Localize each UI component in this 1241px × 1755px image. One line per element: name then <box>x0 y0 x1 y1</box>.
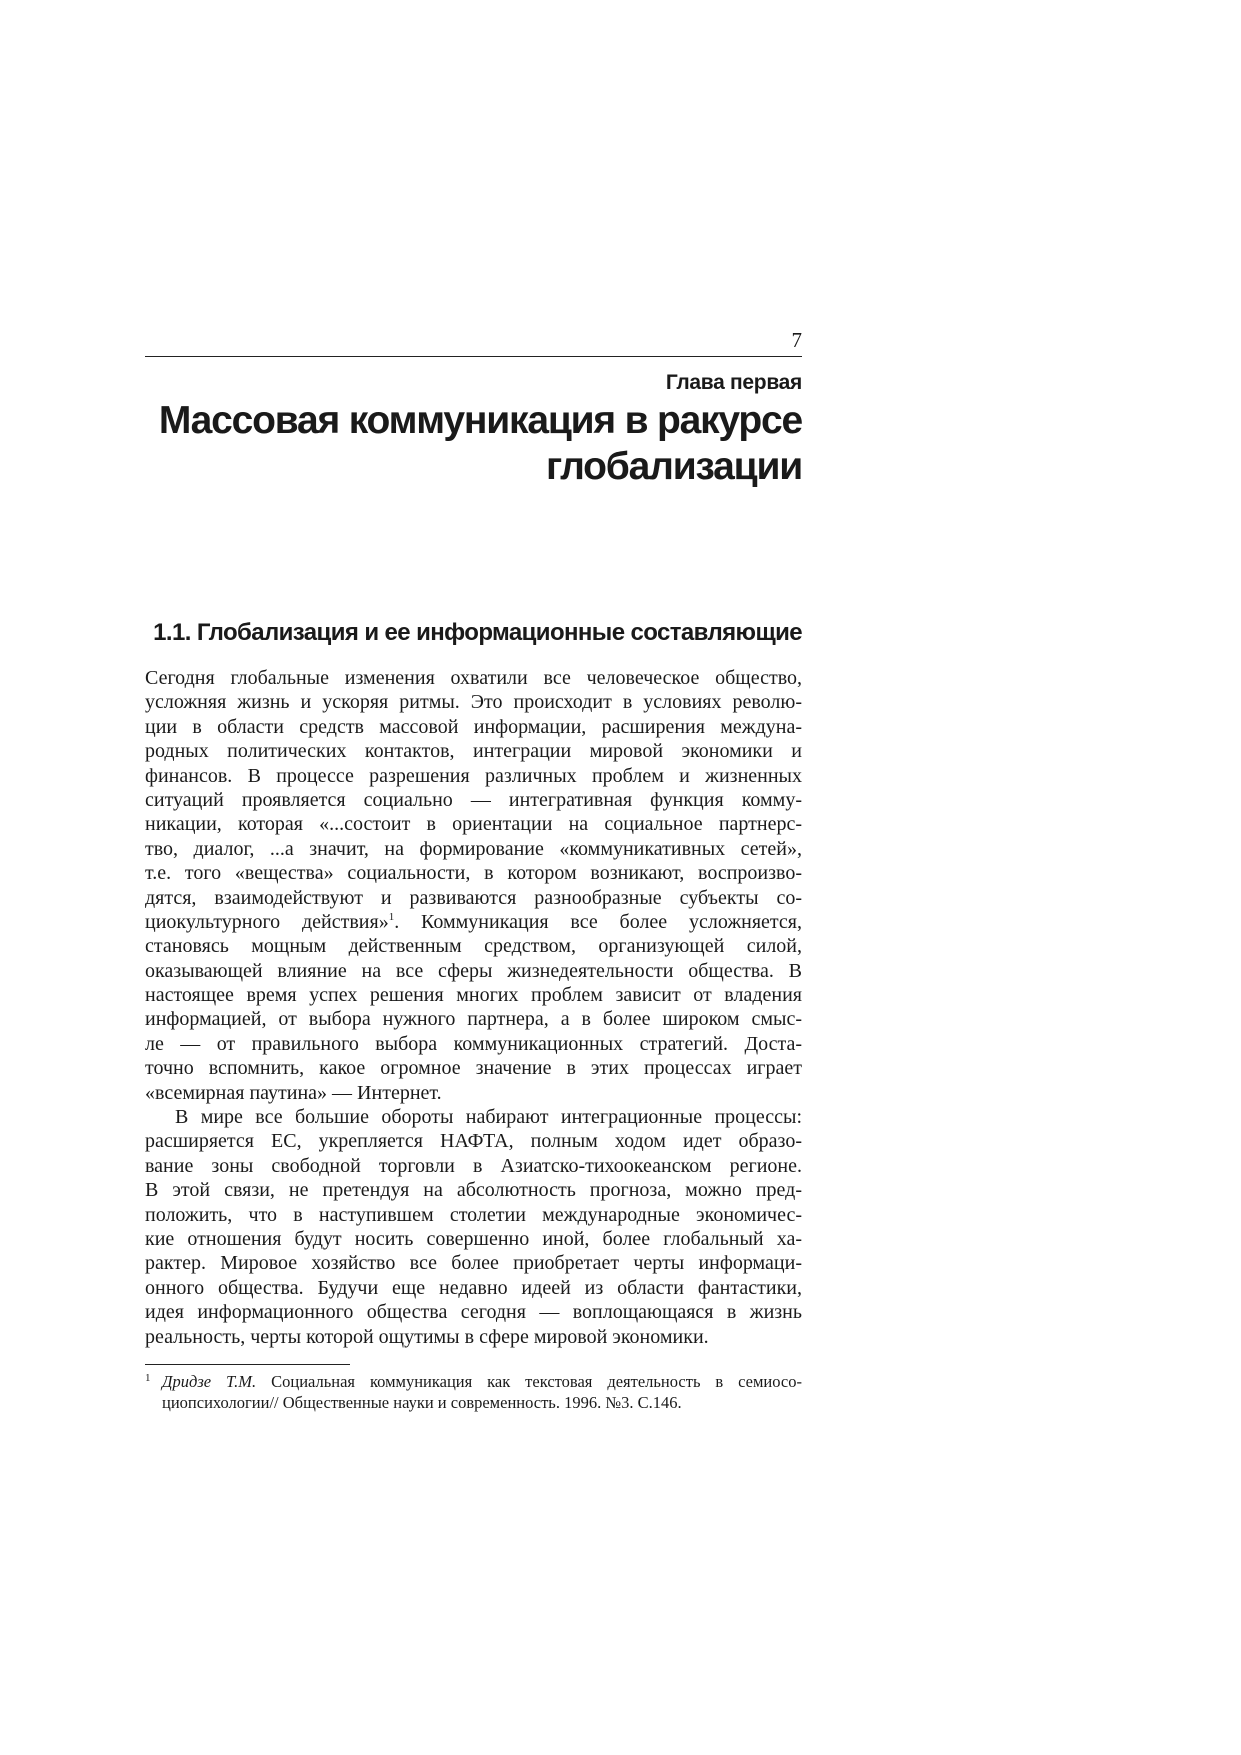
footnote-reference[interactable]: 1 <box>388 910 395 923</box>
paragraph-line: усложняя жизнь и ускоряя ритмы. Это происходит в условиях револю- <box>145 691 802 714</box>
paragraph-line: дятся, взаимодействуют и развиваются разнообразные субъекты со- <box>145 886 802 909</box>
footnote <box>145 1371 802 1413</box>
footnote-marker: 1 <box>145 1372 151 1384</box>
paragraph-line: ле — от правильного выбора коммуникационных стратегий. Доста- <box>145 1032 802 1055</box>
paragraph-line: идея информационного общества сегодня — воплощающаяся в жизнь <box>145 1301 802 1324</box>
footnote-rule <box>145 1364 350 1365</box>
footnote-text: Социальная коммуникация как текстовая деятельность в семиосо- <box>256 1372 802 1391</box>
paragraph-line: точно вспомнить, какое огромное значение в этих процессах играет <box>145 1057 802 1080</box>
chapter-title <box>145 398 802 490</box>
page-number: 7 <box>791 328 802 352</box>
body-text <box>145 666 802 1349</box>
paragraph-line: финансов. В процессе разрешения различных проблем и жизненных <box>145 764 802 787</box>
footnote-line <box>145 1371 802 1392</box>
chapter-title-line: глобализации <box>546 445 802 488</box>
paragraph-line: родных политических контактов, интеграции мировой экономики и <box>145 740 802 763</box>
paragraph-line: «всемирная паутина» — Интернет. <box>145 1081 442 1104</box>
paragraph-line: оказывающей влияние на все сферы жизнедеятельности общества. В <box>145 959 802 982</box>
paragraph-line <box>145 910 802 934</box>
paragraph-line: реальность, черты которой ощутимы в сфере мировой экономики. <box>145 1325 709 1348</box>
paragraph-line: настоящее время успех решения многих проблем зависит от владения <box>145 984 802 1007</box>
paragraph-line: Сегодня глобальные изменения охватили все человеческое общество, <box>145 667 802 689</box>
paragraph-line: онного общества. Будучи еще недавно идеей из области фантастики, <box>145 1276 802 1299</box>
line-text: циокультурного действия» <box>145 910 389 933</box>
paragraph-line: тво, диалог, ...а значит, на формирование «коммуникативных сетей», <box>145 837 802 860</box>
footnote-line: циопсихологии// Общественные науки и современность. 1996. №3. С.146. <box>162 1393 682 1412</box>
section-heading: 1.1. Глобализация и ее информационные составляющие <box>153 619 802 646</box>
paragraph-line: никации, которая «...состоит в ориентации на социальное партнерс- <box>145 813 802 836</box>
paragraph-line: расширяется ЕС, укрепляется НАФТА, полным ходом идет образо- <box>145 1130 802 1153</box>
chapter-title-line: Массовая коммуникация в ракурсе <box>158 399 802 442</box>
line-text: . Коммуникация все более усложняется, <box>394 910 802 933</box>
paragraph-line: информацией, от выбора нужного партнера, а в более широком смыс- <box>145 1008 802 1031</box>
paragraph-line: становясь мощным действенным средством, организующей силой, <box>145 935 802 958</box>
paragraph-line: ситуаций проявляется социально — интегративная функция комму- <box>145 788 802 811</box>
paragraph-line: рактер. Мировое хозяйство все более приобретает черты информаци- <box>145 1252 802 1275</box>
footnote-author: Дридзе Т.М. <box>162 1372 257 1391</box>
paragraph-line: т.е. того «вещества» социальности, в котором возникают, воспроизво- <box>145 862 802 885</box>
chapter-label: Глава первая <box>665 371 802 394</box>
paragraph-line: В мире все большие обороты набирают интеграционные процессы: <box>175 1106 802 1129</box>
paragraph-line: В этой связи, не претендуя на абсолютность прогноза, можно пред- <box>145 1179 802 1202</box>
paragraph-line: ции в области средств массовой информации, расширения междуна- <box>145 715 802 738</box>
paragraph-line: вание зоны свободной торговли в Азиатско-тихоокеанском регионе. <box>145 1154 802 1177</box>
paragraph-line: положить, что в наступившем столетии международные экономичес- <box>145 1203 802 1226</box>
paragraph-line: кие отношения будут носить совершенно иной, более глобальный ха- <box>145 1227 802 1250</box>
header-rule <box>145 356 802 357</box>
